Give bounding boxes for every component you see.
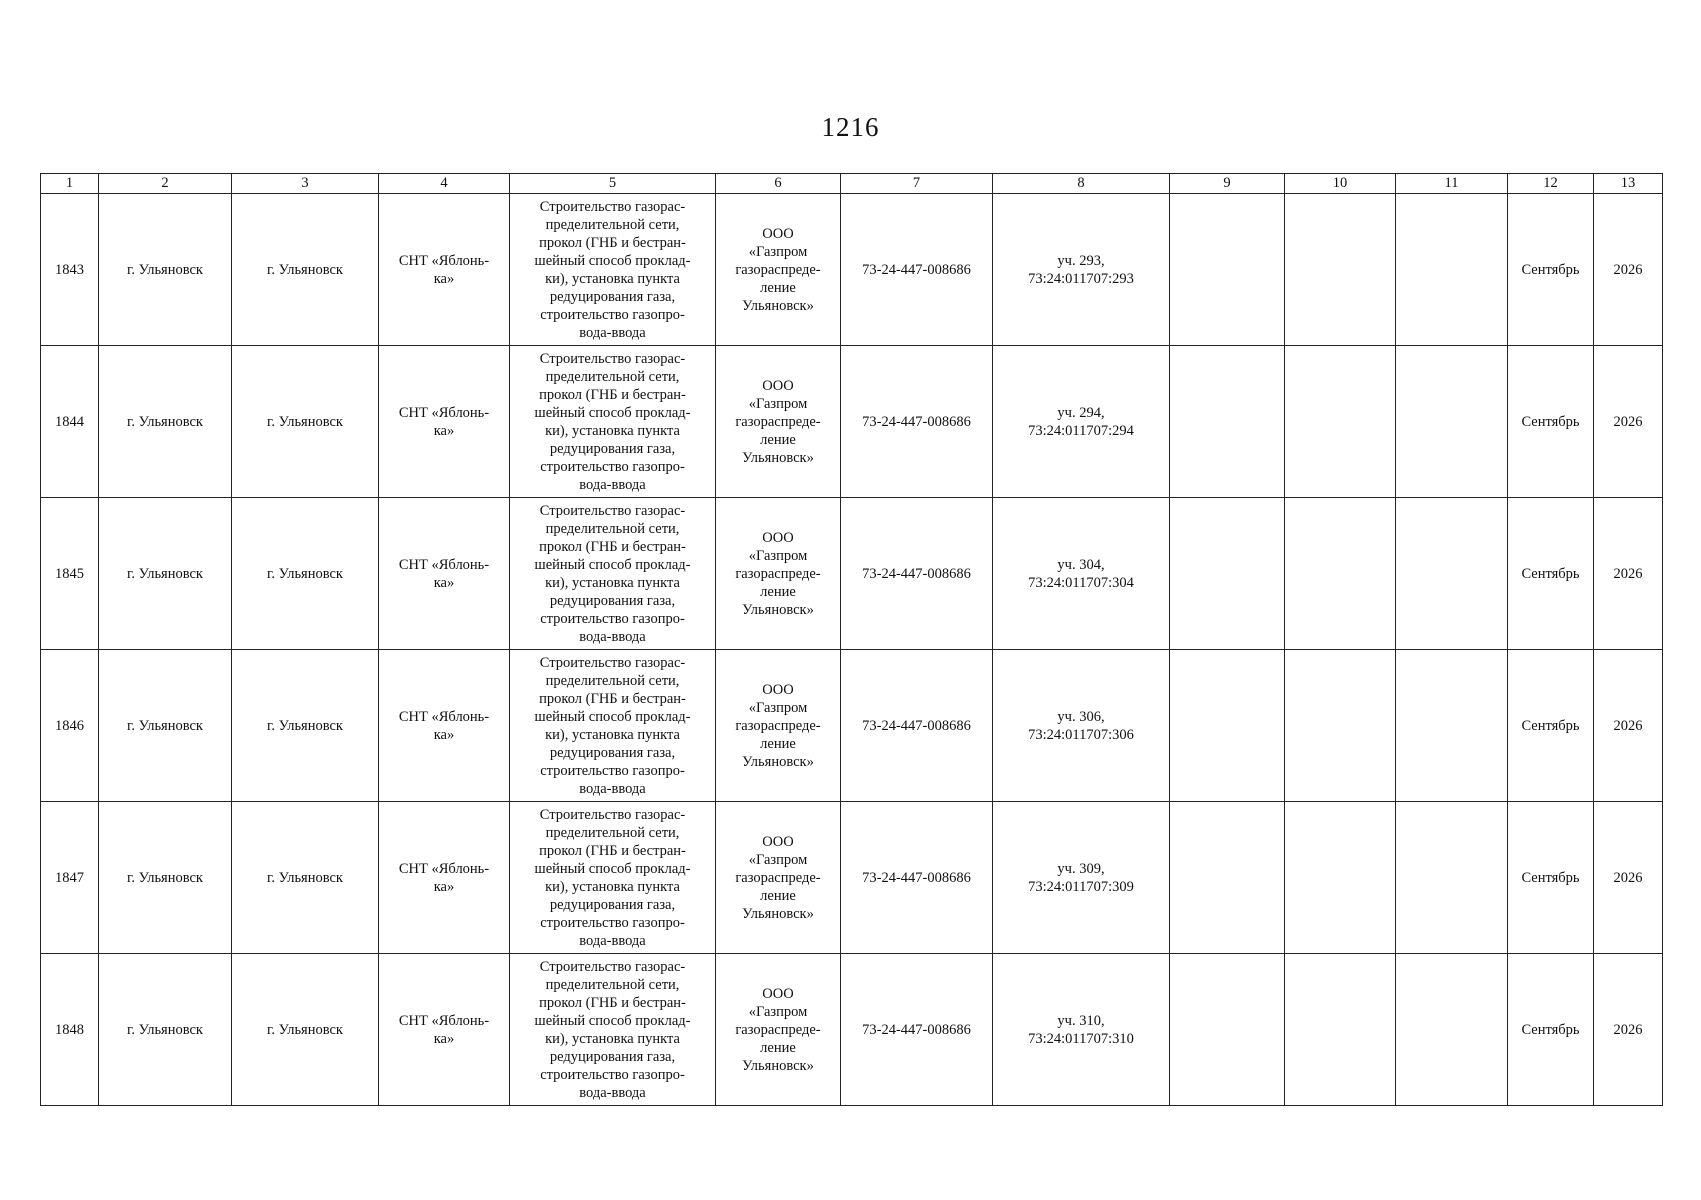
work-line: редуцирования газа, [549, 288, 676, 305]
column-header: 13 [1594, 174, 1663, 194]
organization-cell [716, 802, 841, 954]
work-line: строительство газопро- [540, 762, 685, 779]
org-line: Ульяновск» [742, 449, 814, 466]
org-line: ООО [762, 529, 794, 546]
work-line: прокол (ГНБ и бестран- [539, 994, 686, 1011]
org-line: «Газпром [748, 547, 808, 564]
empty-cell-col10 [1285, 650, 1396, 802]
work-description-cell [510, 498, 716, 650]
org-line: газораспреде- [735, 413, 821, 430]
org-line: Ульяновск» [742, 601, 814, 618]
work-line: редуцирования газа, [549, 896, 676, 913]
work-line: шейный способ проклад- [534, 1012, 691, 1029]
snt-line: ка» [433, 270, 455, 287]
work-line: пределительной сети, [545, 520, 680, 537]
org-line: Ульяновск» [742, 297, 814, 314]
year-cell: 2026 [1594, 954, 1663, 1106]
month-cell: Сентябрь [1508, 498, 1594, 650]
plot-cell [993, 954, 1170, 1106]
work-line: вода-ввода [579, 628, 646, 645]
work-description-cell [510, 194, 716, 346]
org-line: ООО [762, 377, 794, 394]
year-cell: 2026 [1594, 346, 1663, 498]
work-line: шейный способ проклад- [534, 556, 691, 573]
empty-cell-col9 [1170, 346, 1285, 498]
column-header: 11 [1396, 174, 1508, 194]
work-line: пределительной сети, [545, 672, 680, 689]
work-line: Строительство газорас- [539, 350, 686, 367]
org-line: газораспреде- [735, 261, 821, 278]
work-description-cell [510, 650, 716, 802]
empty-cell-col10 [1285, 346, 1396, 498]
column-header: 7 [841, 174, 993, 194]
code-cell: 73-24-447-008686 [841, 802, 993, 954]
snt-cell [379, 650, 510, 802]
work-line: строительство газопро- [540, 1066, 685, 1083]
work-line: прокол (ГНБ и бестран- [539, 690, 686, 707]
work-line: строительство газопро- [540, 306, 685, 323]
org-line: «Газпром [748, 699, 808, 716]
column-header: 4 [379, 174, 510, 194]
organization-cell [716, 954, 841, 1106]
row-number-cell: 1846 [41, 650, 99, 802]
row-number-cell: 1848 [41, 954, 99, 1106]
snt-line: СНТ «Яблонь- [398, 556, 490, 573]
plot-cell [993, 498, 1170, 650]
empty-cell-col9 [1170, 194, 1285, 346]
code-cell: 73-24-447-008686 [841, 346, 993, 498]
organization-cell [716, 650, 841, 802]
work-line: вода-ввода [579, 476, 646, 493]
empty-cell-col11 [1396, 194, 1508, 346]
column-header: 5 [510, 174, 716, 194]
empty-cell-col9 [1170, 802, 1285, 954]
column-header: 10 [1285, 174, 1396, 194]
work-line: редуцирования газа, [549, 744, 676, 761]
cadastral-number: 73:24:011707:293 [1028, 270, 1134, 287]
work-line: строительство газопро- [540, 914, 685, 931]
work-line: строительство газопро- [540, 610, 685, 627]
empty-cell-col10 [1285, 802, 1396, 954]
month-cell: Сентябрь [1508, 802, 1594, 954]
column-header: 6 [716, 174, 841, 194]
month-cell: Сентябрь [1508, 650, 1594, 802]
work-line: пределительной сети, [545, 824, 680, 841]
snt-line: СНТ «Яблонь- [398, 708, 490, 725]
snt-line: СНТ «Яблонь- [398, 252, 490, 269]
snt-cell [379, 194, 510, 346]
org-line: газораспреде- [735, 869, 821, 886]
org-line: газораспреде- [735, 717, 821, 734]
work-line: ки), установка пункта [545, 1030, 680, 1047]
year-cell: 2026 [1594, 650, 1663, 802]
city-cell: г. Ульяновск [99, 650, 232, 802]
plot-cell [993, 194, 1170, 346]
org-line: газораспреде- [735, 565, 821, 582]
empty-cell-col11 [1396, 498, 1508, 650]
org-line: «Газпром [748, 395, 808, 412]
plot-cell [993, 346, 1170, 498]
empty-cell-col9 [1170, 650, 1285, 802]
work-line: шейный способ проклад- [534, 252, 691, 269]
empty-cell-col11 [1396, 802, 1508, 954]
locality-cell: г. Ульяновск [232, 194, 379, 346]
work-line: шейный способ проклад- [534, 860, 691, 877]
empty-cell-col9 [1170, 498, 1285, 650]
month-cell: Сентябрь [1508, 954, 1594, 1106]
city-cell: г. Ульяновск [99, 954, 232, 1106]
org-line: ООО [762, 681, 794, 698]
organization-cell [716, 498, 841, 650]
snt-line: СНТ «Яблонь- [398, 404, 490, 421]
locality-cell: г. Ульяновск [232, 954, 379, 1106]
work-line: ки), установка пункта [545, 574, 680, 591]
cadastral-number: 73:24:011707:306 [1028, 726, 1134, 743]
column-header: 12 [1508, 174, 1594, 194]
snt-line: ка» [433, 422, 455, 439]
locality-cell: г. Ульяновск [232, 498, 379, 650]
snt-line: СНТ «Яблонь- [398, 860, 490, 877]
table-body [41, 194, 1663, 1106]
empty-cell-col9 [1170, 954, 1285, 1106]
empty-cell-col11 [1396, 954, 1508, 1106]
row-number-cell: 1843 [41, 194, 99, 346]
snt-cell [379, 498, 510, 650]
org-line: ление [760, 279, 796, 296]
column-number-header [41, 174, 1663, 194]
org-line: Ульяновск» [742, 905, 814, 922]
month-cell: Сентябрь [1508, 346, 1594, 498]
row-number-cell: 1847 [41, 802, 99, 954]
org-line: «Газпром [748, 851, 808, 868]
work-description-cell [510, 954, 716, 1106]
work-line: вода-ввода [579, 324, 646, 341]
work-line: ки), установка пункта [545, 726, 680, 743]
org-line: ООО [762, 225, 794, 242]
empty-cell-col10 [1285, 954, 1396, 1106]
plot-cell [993, 650, 1170, 802]
plot-number: уч. 309, [1057, 860, 1105, 877]
org-line: «Газпром [748, 243, 808, 260]
city-cell: г. Ульяновск [99, 346, 232, 498]
work-description-cell [510, 802, 716, 954]
page-number: 1216 [821, 112, 880, 142]
snt-line: ка» [433, 726, 455, 743]
plot-number: уч. 304, [1057, 556, 1105, 573]
snt-cell [379, 954, 510, 1106]
work-line: шейный способ проклад- [534, 708, 691, 725]
work-line: шейный способ проклад- [534, 404, 691, 421]
plot-number: уч. 310, [1057, 1012, 1105, 1029]
work-line: вода-ввода [579, 1084, 646, 1101]
snt-line: ка» [433, 1030, 455, 1047]
work-line: вода-ввода [579, 932, 646, 949]
code-cell: 73-24-447-008686 [841, 498, 993, 650]
snt-cell [379, 802, 510, 954]
month-cell: Сентябрь [1508, 194, 1594, 346]
work-line: Строительство газорас- [539, 502, 686, 519]
plot-cell [993, 802, 1170, 954]
work-line: пределительной сети, [545, 216, 680, 233]
table-row [41, 650, 1663, 802]
work-line: Строительство газорас- [539, 654, 686, 671]
year-cell: 2026 [1594, 194, 1663, 346]
table-row [41, 346, 1663, 498]
work-line: ки), установка пункта [545, 878, 680, 895]
table-row [41, 194, 1663, 346]
work-line: Строительство газорас- [539, 198, 686, 215]
work-line: Строительство газорас- [539, 806, 686, 823]
work-line: пределительной сети, [545, 976, 680, 993]
snt-line: СНТ «Яблонь- [398, 1012, 490, 1029]
city-cell: г. Ульяновск [99, 194, 232, 346]
empty-cell-col10 [1285, 498, 1396, 650]
org-line: ление [760, 1039, 796, 1056]
table-row [41, 954, 1663, 1106]
work-line: редуцирования газа, [549, 592, 676, 609]
year-cell: 2026 [1594, 498, 1663, 650]
org-line: ление [760, 583, 796, 600]
row-number-cell: 1844 [41, 346, 99, 498]
organization-cell [716, 346, 841, 498]
cadastral-number: 73:24:011707:309 [1028, 878, 1134, 895]
column-header: 2 [99, 174, 232, 194]
code-cell: 73-24-447-008686 [841, 954, 993, 1106]
empty-cell-col11 [1396, 346, 1508, 498]
plot-number: уч. 306, [1057, 708, 1105, 725]
org-line: ООО [762, 985, 794, 1002]
org-line: «Газпром [748, 1003, 808, 1020]
cadastral-number: 73:24:011707:310 [1028, 1030, 1134, 1047]
table-row [41, 802, 1663, 954]
work-line: строительство газопро- [540, 458, 685, 475]
org-line: газораспреде- [735, 1021, 821, 1038]
org-line: ление [760, 735, 796, 752]
snt-line: ка» [433, 574, 455, 591]
locality-cell: г. Ульяновск [232, 346, 379, 498]
city-cell: г. Ульяновск [99, 498, 232, 650]
work-line: ки), установка пункта [545, 270, 680, 287]
plot-number: уч. 294, [1057, 404, 1105, 421]
organization-cell [716, 194, 841, 346]
work-line: ки), установка пункта [545, 422, 680, 439]
column-header: 8 [993, 174, 1170, 194]
table-row [41, 498, 1663, 650]
work-line: редуцирования газа, [549, 440, 676, 457]
register-table [40, 173, 1663, 1106]
work-line: прокол (ГНБ и бестран- [539, 842, 686, 859]
empty-cell-col10 [1285, 194, 1396, 346]
work-line: редуцирования газа, [549, 1048, 676, 1065]
org-line: ООО [762, 833, 794, 850]
org-line: Ульяновск» [742, 753, 814, 770]
org-line: Ульяновск» [742, 1057, 814, 1074]
snt-cell [379, 346, 510, 498]
year-cell: 2026 [1594, 802, 1663, 954]
column-header: 3 [232, 174, 379, 194]
work-description-cell [510, 346, 716, 498]
locality-cell: г. Ульяновск [232, 650, 379, 802]
work-line: вода-ввода [579, 780, 646, 797]
org-line: ление [760, 431, 796, 448]
work-line: пределительной сети, [545, 368, 680, 385]
work-line: прокол (ГНБ и бестран- [539, 234, 686, 251]
work-line: прокол (ГНБ и бестран- [539, 386, 686, 403]
org-line: ление [760, 887, 796, 904]
empty-cell-col11 [1396, 650, 1508, 802]
cadastral-number: 73:24:011707:294 [1028, 422, 1134, 439]
plot-number: уч. 293, [1057, 252, 1105, 269]
work-line: прокол (ГНБ и бестран- [539, 538, 686, 555]
snt-line: ка» [433, 878, 455, 895]
cadastral-number: 73:24:011707:304 [1028, 574, 1134, 591]
code-cell: 73-24-447-008686 [841, 194, 993, 346]
row-number-cell: 1845 [41, 498, 99, 650]
locality-cell: г. Ульяновск [232, 802, 379, 954]
city-cell: г. Ульяновск [99, 802, 232, 954]
work-line: Строительство газорас- [539, 958, 686, 975]
column-header: 9 [1170, 174, 1285, 194]
code-cell: 73-24-447-008686 [841, 650, 993, 802]
column-header: 1 [41, 174, 99, 194]
